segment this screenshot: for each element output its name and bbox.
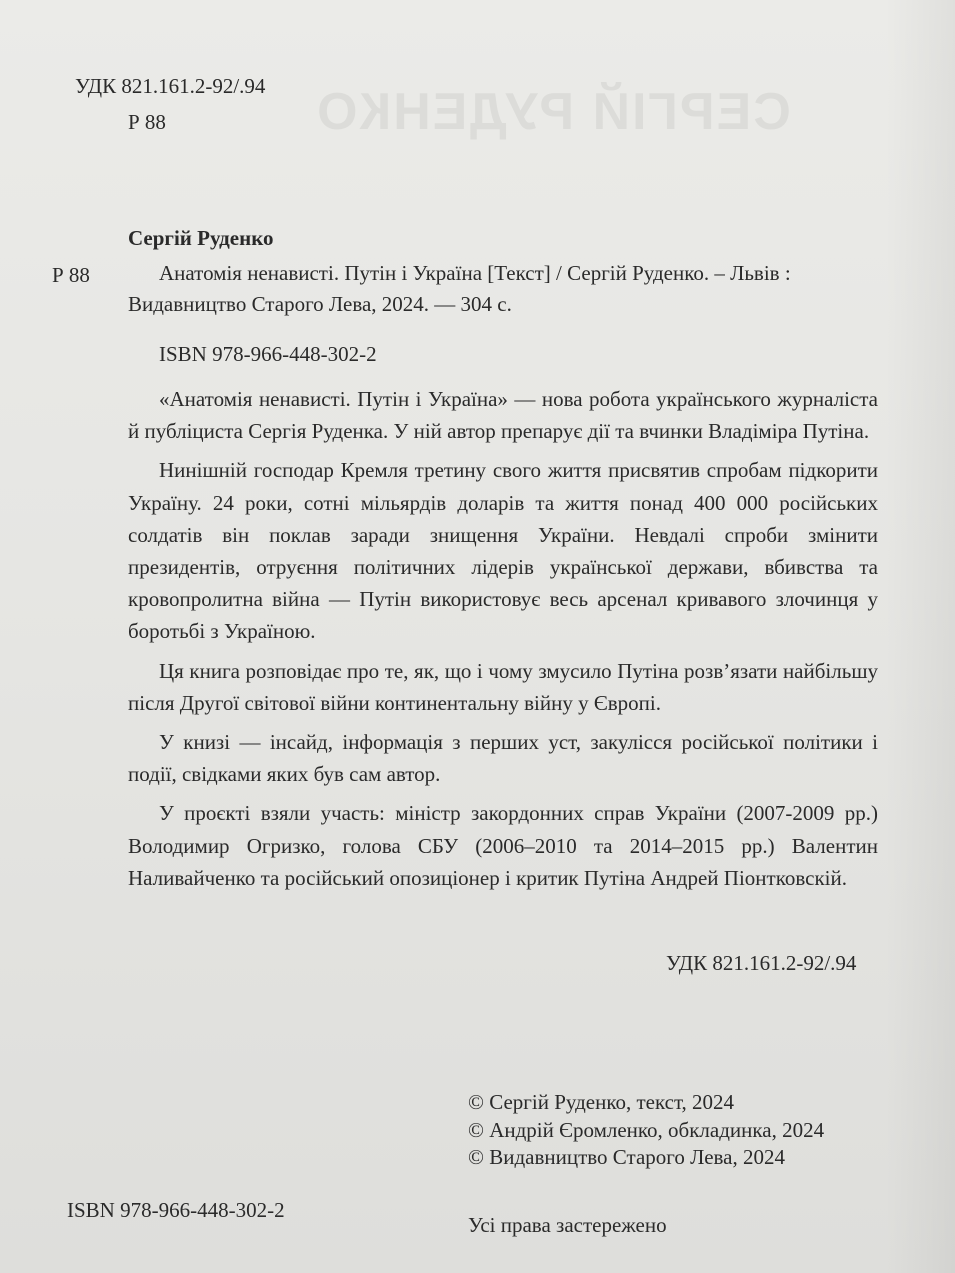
author-name: Сергій Руденко <box>128 226 274 250</box>
copyright-block <box>468 1089 824 1172</box>
annotation-paragraph: Ця книга розповідає про те, як, що і чому змусило Путіна розв’язати найбільшу після Другої світової війни континентальну війну у Європі. <box>128 658 878 715</box>
copyright-line: © Сергій Руденко, текст, 2024 <box>468 1090 735 1114</box>
isbn-footer: ISBN 978-966-448-302-2 <box>67 1198 285 1222</box>
udk-code-top: УДК 821.161.2-92/.94 <box>75 74 266 98</box>
udk-code-bottom: УДК 821.161.2-92/.94 <box>666 951 857 975</box>
bibliographic-description-line-1: Анатомія ненависті. Путін і Україна [Текст] / Сергій Руденко. – Львів : <box>159 261 791 285</box>
author-sign-side: Р 88 <box>52 263 90 287</box>
annotation-paragraph: «Анатомія ненависті. Путін і Україна» — нова робота українського журналіста й публіциста Сергія Руденка. У ній автор препарує дії та вчинки Владіміра Путіна. <box>128 387 878 444</box>
author-sign-top: Р 88 <box>128 110 166 134</box>
annotation-text <box>128 383 878 901</box>
copyright-line: © Андрій Єромленко, обкладинка, 2024 <box>468 1117 825 1142</box>
isbn-entry: ISBN 978-966-448-302-2 <box>159 342 377 366</box>
annotation-paragraph: У книзі — інсайд, інформація з перших уст, закулісся російської політики і події, свідками яких був сам автор. <box>128 730 878 787</box>
bibliographic-description-line-2: Видавництво Старого Лева, 2024. — 304 с. <box>128 292 512 316</box>
annotation-paragraph: Нинішній господар Кремля третину свого життя присвятив спробам підкорити Україну. 24 роки, сотні мільярдів доларів та життя понад 400 000 російських солдатів він поклав заради знищення України. Невдалі спроби змінити президентів, отруєння політичних лідерів української держави, вбивства та кровопролитна війна — Путін використовує весь арсенал кривавого злочинця у боротьбі з Україною. <box>128 458 878 644</box>
annotation-paragraph: У проєкті взяли участь: міністр закордонних справ України (2007-2009 рр.) Володимир Огризко, голова СБУ (2006–2010 та 2014–2015 рр.) Валентин Наливайченко та російський опозиціонер і критик Путіна Андрей Піонтковскій. <box>128 801 878 890</box>
rights-reserved: Усі права застережено <box>468 1213 667 1237</box>
bleed-through-text: СЕРГІЙ РУДЕНКО <box>315 83 791 141</box>
copyright-line: © Видавництво Старого Лева, 2024 <box>468 1145 785 1169</box>
